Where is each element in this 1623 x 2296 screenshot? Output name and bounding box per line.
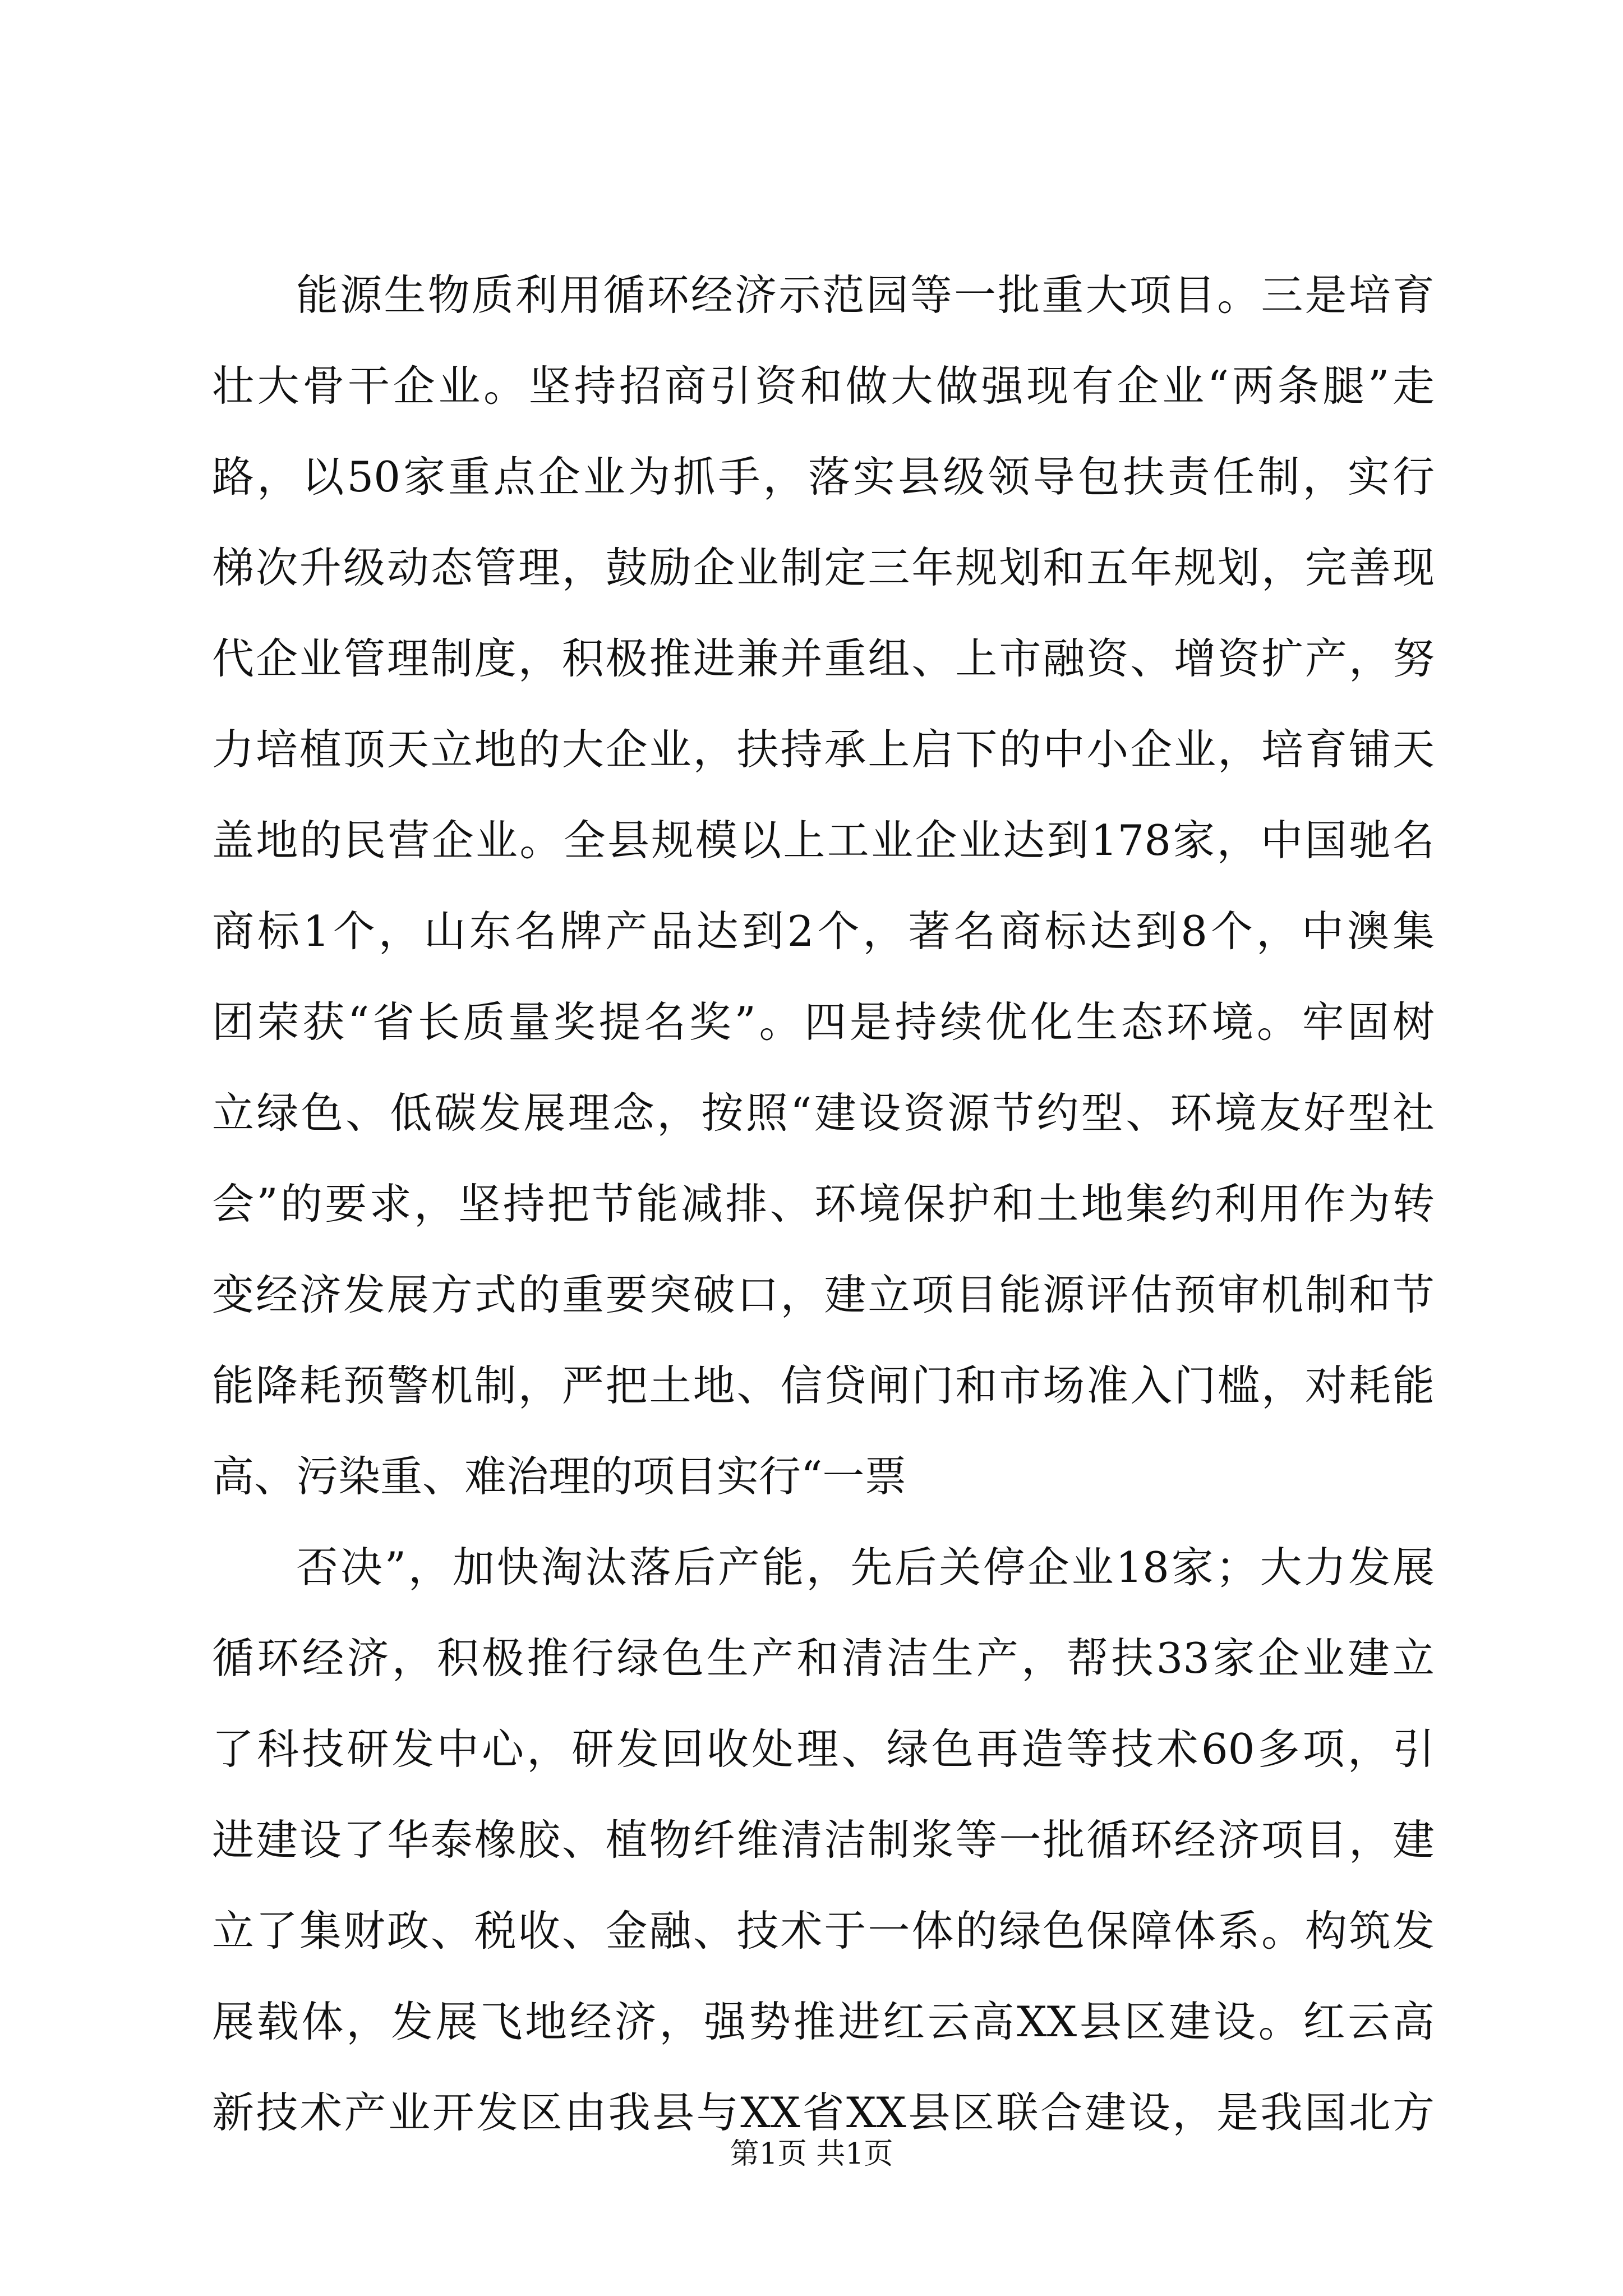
text-line-1: 能源生物质利用循环经济示范园等一批重大项目。三是培育: [296, 270, 1435, 320]
text-line-20: 展载体，发展飞地经济，强势推进红云高XX县区建设。红云高: [212, 1997, 1435, 2046]
text-line-11: 会”的要求，坚持把节能减排、环境保护和土地集约利用作为转: [212, 1179, 1435, 1228]
text-line-12: 变经济发展方式的重要突破口，建立项目能源评估预审机制和节: [212, 1270, 1435, 1319]
text-line-7: 盖地的民营企业。全县规模以上工业企业达到178家，中国驰名: [212, 816, 1435, 865]
text-line-8: 商标1个，山东名牌产品达到2个，著名商标达到8个，中澳集: [212, 907, 1435, 956]
text-line-18: 进建设了华泰橡胶、植物纤维清洁制浆等一批循环经济项目，建: [212, 1815, 1435, 1865]
page-number-label: 第1页 共1页: [730, 2137, 893, 2171]
text-line-3: 路，以50家重点企业为抓手，落实县级领导包扶责任制，实行: [212, 452, 1435, 501]
text-line-5: 代企业管理制度，积极推进兼并重组、上市融资、增资扩产，努: [212, 634, 1435, 683]
text-line-15: 否决”，加快淘汰落后产能，先后关停企业18家；大力发展: [296, 1543, 1435, 1592]
text-line-9: 团荣获“省长质量奖提名奖”。四是持续优化生态环境。牢固树: [212, 997, 1435, 1047]
text-line-6: 力培植顶天立地的大企业，扶持承上启下的中小企业，培育铺天: [212, 725, 1435, 774]
text-line-13: 能降耗预警机制，严把土地、信贷闸门和市场准入门槛，对耗能: [212, 1361, 1435, 1410]
body-text: [212, 250, 1435, 2158]
text-line-4: 梯次升级动态管理，鼓励企业制定三年规划和五年规划，完善现: [212, 543, 1435, 592]
text-line-10: 立绿色、低碳发展理念，按照“建设资源节约型、环境友好型社: [212, 1088, 1435, 1138]
page-footer: [0, 2134, 1623, 2174]
text-line-16: 循环经济，积极推行绿色生产和清洁生产，帮扶33家企业建立: [212, 1634, 1435, 1683]
text-line-21: 新技术产业开发区由我县与XX省XX县区联合建设，是我国北方: [212, 2088, 1435, 2137]
text-line-19: 立了集财政、税收、金融、技术于一体的绿色保障体系。构筑发: [212, 1906, 1435, 1955]
text-line-2: 壮大骨干企业。坚持招商引资和做大做强现有企业“两条腿”走: [212, 361, 1435, 411]
text-line-14: 高、污染重、难治理的项目实行“一票: [212, 1452, 907, 1501]
text-line-17: 了科技研发中心，研发回收处理、绿色再造等技术60多项，引: [212, 1724, 1435, 1774]
